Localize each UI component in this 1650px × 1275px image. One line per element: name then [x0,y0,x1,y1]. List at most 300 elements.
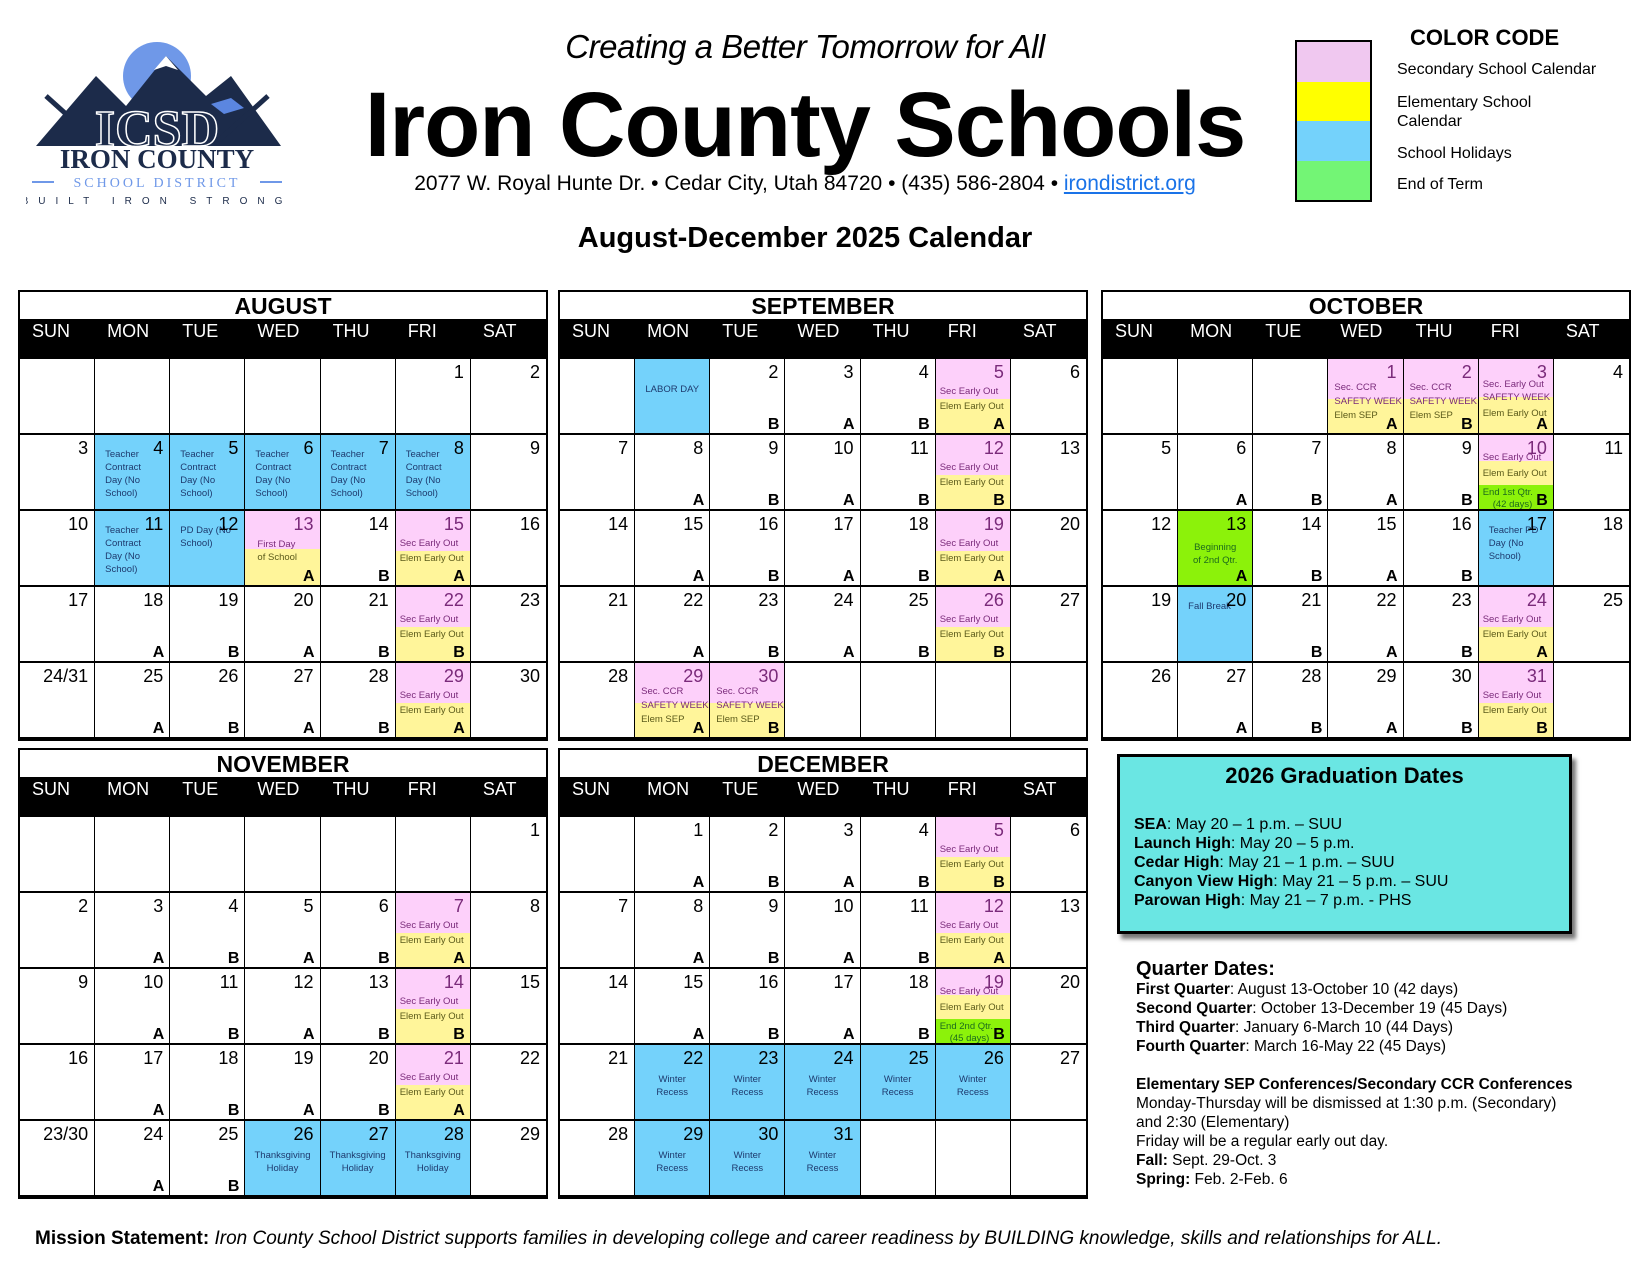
weekday-label: FRI [407,779,437,799]
day-cell [1479,587,1554,663]
ab-day-marker: A [303,644,315,661]
day-cell [245,1121,320,1197]
ab-day-marker: B [767,644,780,661]
cell-note: Elem SEP [1334,410,1378,421]
day-number: 3 [1536,362,1547,382]
day-number: 12 [293,972,314,992]
day-cell [396,511,471,587]
cell-note: Teacher Contract Day (No School) [330,449,367,499]
day-number: 22 [519,1048,540,1068]
day-cell [861,893,936,969]
weekday-label: FRI [947,779,977,799]
day-number: 17 [68,590,89,610]
cell-note: Winter Recess [806,1150,839,1174]
month-title: SEPTEMBER [751,293,895,319]
day-cell [936,1045,1011,1121]
day-cell [785,587,860,663]
cell-note: End 2nd Qtr. [939,1021,994,1032]
ab-day-marker: B [378,950,390,967]
day-number: 24 [143,1124,164,1144]
month-december [558,748,1088,1199]
day-cell [635,359,710,435]
day-number: 13 [1059,896,1080,916]
graduation-dates-box [1117,754,1572,934]
ab-day-marker: A [303,720,315,737]
day-number: 23 [1451,590,1472,610]
day-number: 28 [1301,666,1322,686]
ab-day-marker: A [993,568,1005,585]
day-number: 23 [758,590,779,610]
day-cell [785,511,860,587]
ab-day-marker: B [918,874,930,891]
day-cell [1011,1045,1086,1121]
day-cell [245,1045,320,1121]
weekday-label: TUE [722,779,759,799]
day-number: 12 [983,896,1004,916]
day-cell [710,817,785,893]
ab-day-marker: B [767,1026,780,1043]
day-number: 14 [608,972,629,992]
day-number: 25 [143,666,164,686]
weekday-label: SUN [32,779,71,799]
day-number: 11 [1604,438,1623,458]
svg-text:IRON COUNTY: IRON COUNTY [59,144,255,174]
day-cell [1404,587,1479,663]
day-number: 4 [1612,362,1623,382]
day-number: 27 [1226,666,1247,686]
day-number: 2 [768,362,779,382]
month-september [558,290,1088,741]
day-cell [20,817,95,893]
day-number: 21 [1301,590,1322,610]
ab-day-marker: B [767,950,780,967]
ab-day-marker: A [843,1026,855,1043]
cell-note: (42 days) [1492,499,1533,510]
ab-day-marker: B [767,568,780,585]
cell-note: Elem SEP [641,714,685,725]
day-cell [95,969,170,1045]
day-cell [170,663,245,739]
day-cell [1479,359,1554,435]
cell-note: Sec Early Out [399,996,459,1007]
cell-note: Sec Early Out [939,986,999,997]
day-cell [1328,511,1403,587]
legend-end-of-term: End of Term [1397,176,1483,193]
ab-day-marker: A [1536,416,1548,433]
day-cell [20,969,95,1045]
cell-note: First Day [257,539,296,550]
day-cell [861,1045,936,1121]
cell-note: Thanksgiving Holiday [329,1150,386,1174]
cell-note: Elem Early Out [1482,408,1547,419]
day-number: 29 [443,666,464,686]
day-cell [560,511,635,587]
month-title: DECEMBER [757,751,889,777]
ab-day-marker: A [1386,492,1398,509]
cell-note: Elem Early Out [1482,705,1547,716]
day-number: 22 [683,1048,704,1068]
day-cell [1404,435,1479,511]
ab-day-marker: B [378,1026,390,1043]
cell-note: Elem Early Out [399,629,464,640]
day-cell [471,893,546,969]
day-cell [560,587,635,663]
ab-day-marker: B [1310,720,1323,737]
day-number: 30 [1451,666,1472,686]
day-number: 7 [1311,438,1322,458]
day-number: 28 [608,666,629,686]
day-number: 23 [758,1048,779,1068]
day-cell [936,511,1011,587]
month-grid [20,817,546,1197]
day-number: 19 [1151,590,1172,610]
cell-note: Elem Early Out [939,859,1004,870]
graduation-entry: Cedar High: May 21 – 1 p.m. – SUU [1134,854,1395,871]
day-cell [1178,663,1253,739]
month-august [18,290,548,741]
day-cell [95,359,170,435]
day-cell [1178,587,1253,663]
day-cell [861,969,936,1045]
ab-day-marker: B [1461,720,1473,737]
day-cell [321,893,396,969]
ab-day-marker: A [692,644,705,661]
month-october [1101,290,1631,741]
day-cell [560,663,635,739]
page-title: Iron County Schools [364,74,1246,176]
day-number: 13 [1059,438,1080,458]
day-number: 8 [693,438,704,458]
day-cell [20,511,95,587]
day-cell [560,969,635,1045]
cell-note: Sec Early Out [399,614,459,625]
day-cell [170,1045,245,1121]
ab-day-marker: B [767,720,780,737]
ab-day-marker: A [453,568,465,585]
cell-note: SAFETY WEEK [1482,392,1551,403]
day-cell [560,435,635,511]
ab-day-marker: B [227,644,240,661]
day-cell [396,1045,471,1121]
conferences-title: Elementary SEP Conferences/Secondary CCR Conferences [1136,1076,1573,1093]
svg-text:SCHOOL DISTRICT: SCHOOL DISTRICT [73,176,241,191]
day-number: 17 [143,1048,164,1068]
day-cell [1479,511,1554,587]
day-number: 1 [1386,362,1397,382]
tagline: Creating a Better Tomorrow for All [565,28,1045,65]
day-number: 9 [768,438,779,458]
day-cell [635,817,710,893]
day-number: 16 [758,514,779,534]
day-cell [245,587,320,663]
day-number: 18 [143,590,164,610]
day-number: 26 [983,1048,1004,1068]
day-number: 14 [443,972,464,992]
day-cell [471,511,546,587]
day-number: 15 [683,514,704,534]
day-cell [1554,511,1629,587]
day-cell [321,663,396,739]
day-number: 12 [218,514,239,534]
day-number: 18 [908,972,929,992]
day-cell [785,817,860,893]
day-cell [635,1045,710,1121]
day-cell [1253,511,1328,587]
day-number: 7 [453,896,464,916]
day-number: 1 [693,820,704,840]
day-cell [170,969,245,1045]
day-number: 9 [78,972,89,992]
weekday-label: MON [647,779,690,799]
ab-day-marker: A [1386,720,1398,737]
cell-note: Sec. Early Out [1482,379,1544,390]
day-number: 16 [1451,514,1472,534]
day-cell [861,587,936,663]
cell-note: Sec. CCR [1409,382,1452,393]
day-number: 25 [1602,590,1623,610]
day-number: 19 [983,514,1004,534]
graduation-entry: Canyon View High: May 21 – 5 p.m. – SUU [1134,873,1449,890]
day-number: 21 [608,590,629,610]
day-cell [1253,359,1328,435]
weekday-label: FRI [947,321,977,341]
day-cell [95,435,170,511]
district-logo [26,36,288,216]
day-number: 2 [1461,362,1472,382]
weekday-label: THU [872,321,910,341]
ab-day-marker: A [692,720,705,737]
day-cell [560,893,635,969]
day-number: 29 [519,1124,540,1144]
weekday-label: THU [332,321,370,341]
day-cell [635,663,710,739]
ab-day-marker: A [152,950,165,967]
day-number: 9 [1461,438,1472,458]
day-cell [635,1121,710,1197]
ab-day-marker: A [303,1026,315,1043]
weekday-label: SAT [1022,321,1057,341]
day-cell [321,587,396,663]
day-number: 1 [453,362,464,382]
day-cell [1554,359,1629,435]
day-cell [471,359,546,435]
ab-day-marker: A [692,874,705,891]
cell-note: SAFETY WEEK [1409,396,1477,407]
day-number: 27 [293,666,314,686]
day-number: 22 [683,590,704,610]
day-number: 29 [683,1124,704,1144]
ab-day-marker: B [453,644,465,661]
month-grid [20,359,546,739]
ab-day-marker: B [767,874,780,891]
day-number: 4 [228,896,239,916]
cell-note: Teacher Contract Day (No School) [405,449,442,499]
weekday-header [560,777,1086,817]
website-link[interactable]: irondistrict.org [1063,172,1196,195]
day-number: 20 [293,590,314,610]
logo-letters: ICSD [94,101,220,158]
day-cell [710,1045,785,1121]
color-code-title: COLOR CODE [1410,25,1560,50]
day-cell [95,587,170,663]
ab-day-marker: B [378,1102,390,1119]
day-cell [1103,511,1178,587]
cell-note: Sec Early Out [399,920,459,931]
ab-day-marker: B [1310,644,1323,661]
month-grid [560,359,1086,739]
ab-day-marker: B [767,492,780,509]
day-cell [95,663,170,739]
ab-day-marker: A [692,1026,705,1043]
cell-note: Sec. CCR [716,686,759,697]
cell-note: Winter Recess [881,1074,914,1098]
day-cell [321,1121,396,1197]
cell-note: LABOR DAY [645,384,700,395]
weekday-label: THU [332,779,370,799]
weekday-label: TUE [182,321,219,341]
day-cell [1328,663,1403,739]
day-number: 5 [1161,438,1172,458]
day-cell [635,893,710,969]
day-number: 5 [303,896,314,916]
day-number: 20 [368,1048,389,1068]
day-cell [1404,663,1479,739]
weekday-label: SAT [1022,779,1057,799]
day-number: 19 [218,590,239,610]
weekday-label: TUE [1265,321,1302,341]
day-cell [396,359,471,435]
cell-note: Winter Recess [656,1150,689,1174]
cell-note: PD Day (No School) [180,525,231,549]
ab-day-marker: B [227,1102,240,1119]
day-number: 22 [1376,590,1397,610]
ab-day-marker: A [453,720,465,737]
ab-day-marker: B [918,492,930,509]
day-number: 26 [293,1124,314,1144]
day-number: 2 [529,362,540,382]
day-number: 14 [1301,514,1322,534]
day-cell [1103,663,1178,739]
day-number: 8 [1386,438,1397,458]
ab-day-marker: B [918,1026,930,1043]
ab-day-marker: A [692,492,705,509]
ab-day-marker: A [152,1102,165,1119]
day-number: 7 [618,438,629,458]
graduation-entry: Launch High: May 20 – 5 p.m. [1134,835,1355,852]
cell-note: Teacher Contract Day (No School) [255,449,292,499]
cell-note: Sec. CCR [641,686,684,697]
cell-note: SAFETY WEEK [716,700,784,711]
ab-day-marker: B [993,492,1005,509]
legend-holidays: School Holidays [1397,145,1512,162]
day-number: 27 [1059,590,1080,610]
weekday-label: TUE [722,321,759,341]
ab-day-marker: A [843,492,855,509]
day-cell [635,969,710,1045]
graduation-entry: SEA: May 20 – 1 p.m. – SUU [1134,816,1343,833]
weekday-label: MON [1190,321,1233,341]
month-title: OCTOBER [1308,293,1424,319]
day-cell [170,893,245,969]
day-number: 19 [293,1048,314,1068]
weekday-label: SAT [482,321,517,341]
day-number: 3 [843,820,854,840]
day-cell [1479,435,1554,511]
ab-day-marker: A [303,950,315,967]
weekday-label: SUN [32,321,71,341]
day-cell [1253,663,1328,739]
day-cell [1554,663,1629,739]
ab-day-marker: B [227,1026,240,1043]
day-cell [471,663,546,739]
day-number: 31 [1526,666,1547,686]
weekday-header [20,777,546,817]
day-number: 10 [833,438,854,458]
ab-day-marker: A [1386,644,1398,661]
swatch-end-of-term [1297,161,1370,201]
day-cell [245,817,320,893]
ab-day-marker: B [378,720,390,737]
day-cell [170,359,245,435]
day-number: 29 [683,666,704,686]
ab-day-marker: A [1386,416,1398,433]
ab-day-marker: A [692,950,705,967]
ab-day-marker: A [1235,720,1248,737]
day-number: 13 [1226,514,1247,534]
day-cell [936,435,1011,511]
day-cell [170,817,245,893]
cell-note: Thanksgiving Holiday [404,1150,461,1174]
day-cell [95,511,170,587]
color-code-swatches [1295,40,1372,202]
day-cell [396,969,471,1045]
cell-note: Elem Early Out [399,935,464,946]
ab-day-marker: A [152,644,165,661]
day-cell [1011,359,1086,435]
cell-note: Sec Early Out [939,386,999,397]
cell-note: Sec Early Out [939,462,999,473]
day-cell [245,663,320,739]
day-cell [245,969,320,1045]
day-number: 25 [908,1048,929,1068]
day-cell [1479,663,1554,739]
cell-note: Elem SEP [716,714,760,725]
ab-day-marker: A [1235,568,1248,585]
day-number: 9 [768,896,779,916]
day-cell [710,435,785,511]
ab-day-marker: A [843,416,855,433]
day-number: 29 [1376,666,1397,686]
day-cell [245,435,320,511]
ab-day-marker: A [1235,492,1248,509]
day-number: 25 [908,590,929,610]
cell-note: Sec. CCR [1334,382,1377,393]
day-number: 24 [1526,590,1547,610]
weekday-label: THU [1415,321,1453,341]
day-cell [1103,435,1178,511]
day-cell [321,359,396,435]
day-cell [936,359,1011,435]
day-cell [170,435,245,511]
day-number: 31 [833,1124,854,1144]
cell-note: Winter Recess [656,1074,689,1098]
day-cell [560,359,635,435]
day-number: 21 [608,1048,629,1068]
day-cell [785,435,860,511]
day-cell [936,969,1011,1045]
day-number: 6 [378,896,389,916]
ab-day-marker: B [1310,568,1323,585]
